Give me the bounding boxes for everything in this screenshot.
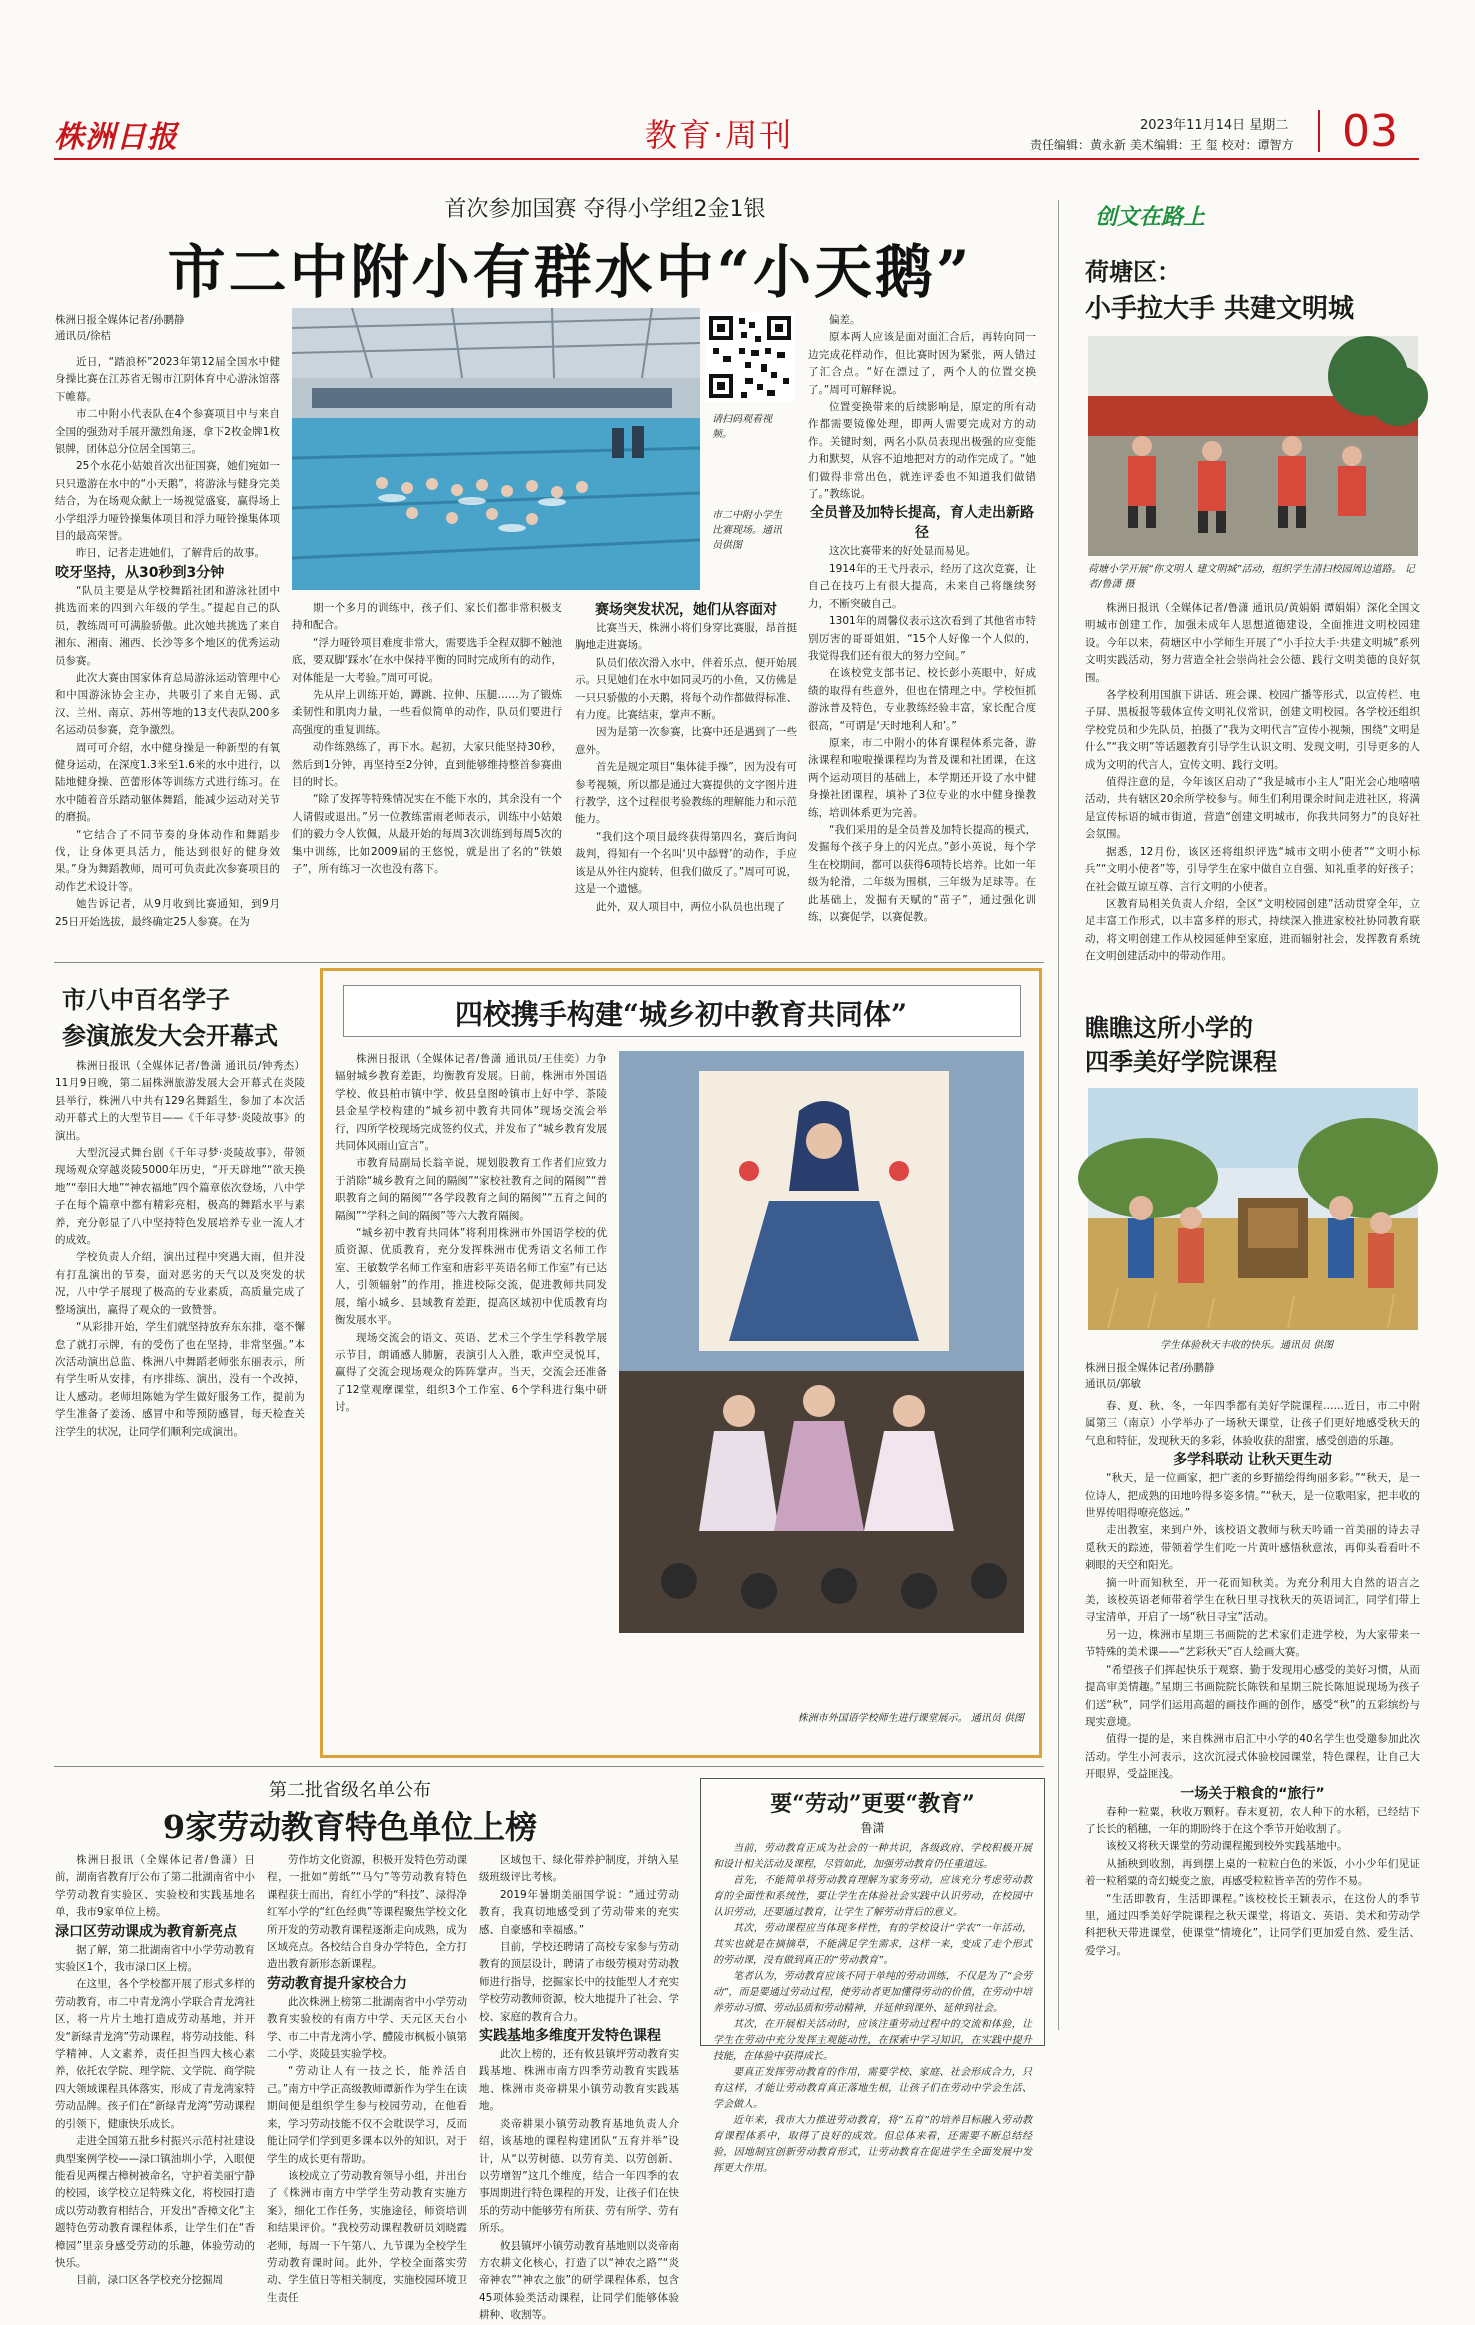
lead-headline: 市二中附小有群水中“小天鹅” — [167, 238, 973, 306]
classroom-photo-caption: 株洲市外国语学校师生进行课堂展示。 通讯员 供图 — [797, 1713, 1024, 1724]
left-mid-rule — [54, 962, 1044, 963]
right-mid-paragraph: 摘一叶而知秋至，开一花而知秋美。为充分利用大自然的语言之美，该校英语老师带着学生在秋日里寻找秋天的英语词汇，同学们带上寻宝清单，开启了一场“秋日寻宝”活动。 — [1085, 1576, 1420, 1624]
bottom-left-paragraph: 该校成立了劳动教育领导小组，并出台了《株洲市南方中学学生劳动教育实施方案》，细化工作任务，实施途径，师资培训和结果评价。“我校劳动课程教研员刘晓霞老师，每周一下午第八、九节课为全校学生劳动教育课时间。此外，学校全面落实劳动、学生值日等相关制度，实施校园环境卫生责任 — [267, 2169, 467, 2304]
lead-column-3 — [575, 600, 797, 956]
bottom-left-paragraph: 目前，渌口区各学校充分挖掘周 — [76, 2274, 223, 2287]
bottom-left-col-3 — [479, 1852, 679, 2322]
feature-paragraph: “城乡初中教育共同体”将利用株洲市外国语学校的优质资源、优质教育，充分发挥株洲市优秀语文名师工作室、王敏数学名师工作室和唐彩平英语名师工作室”有已达人，引领辐射”的作用，推进校际交流，促进教师共同发展，缩小城乡、县域教育差距，提高区域初中优质教育均衡发展水平。 — [335, 1227, 607, 1327]
commentary-paragraph: 笔者认为，劳动教育应该不同于单纯的劳动训练，不仅是为了“会劳动”，而是要通过劳动过程，使劳动者更加懂得劳动的价值，在劳动中培养劳动习惯、劳动品质和劳动精神，并延伸到课外、延伸到社会。 — [713, 1971, 1032, 2014]
feature-box — [320, 968, 1042, 1758]
bottom-left-paragraph: “劳动让人有一技之长，能养活自己。”南方中学正高级教师谭新作为学生在读期间便是组织学生参与校园劳动，在他看来，学习劳动技能不仅不会耽误学习，反而能让同学们学到更多课本以外的知识，对于学生的成长更有帮助。 — [267, 2065, 467, 2165]
lead-column-2 — [292, 600, 562, 956]
bottom-left-paragraph: 目前，学校还聘请了高校专家参与劳动教育的顶层设计，聘请了市级劳模对劳动教师进行指导，挖掘家长中的技能型人才充实学校劳动教师资源，校大地提升了社会、学校、家庭的教育合力。 — [479, 1941, 679, 2023]
bottom-left-subhead-1: 渌口区劳动课成为教育新亮点 — [55, 1923, 237, 1940]
left-mid-paragraph: “从彩排开始，学生们就坚持放弃东东排，毫不懈怠了就打示牌，有的受伤了也在坚持，非常坚强。”本次活动演出总监、株洲八中舞蹈老师张东丽表示，所有学生听从安排，有序排练、演出，没有一个改掉，让人感动。老师坦陈她为学生做好服务工作，提前为学生准备了姜汤、感冒中和等预防感冒，每天检查关注学生的状况，让同学们顺利完成演出。 — [55, 1321, 305, 1438]
lead-paragraph: 因为是第一次参赛，比赛中还是遇到了一些意外。 — [575, 726, 797, 756]
lead-kicker: 首次参加国赛 夺得小学组2金1银 — [444, 197, 766, 222]
left-mid-paragraph: 株洲日报讯（全媒体记者/鲁潇 通讯员/钟秀杰）11月9日晚，第二届株洲旅游发展大会开幕式在炎陵县举行，株洲八中共有129名舞蹈生，参加了本次活动开幕式上的大型节目——《千年寻梦·炎陵故事》的演出。 — [55, 1060, 305, 1142]
qr-caption: 请扫码观看视频。 — [712, 414, 772, 440]
lead-paragraph: “除了发挥等特殊情况实在不能下水的，其余没有一个人请假或退出。”另一位教练雷雨老师表示，训练中小姑娘们的毅力令人钦佩，从最开始的每周3次训练到每周5次的集中训练，比如2009届的王悠悦，就是出了名的“铁娘子”，所有练习一次也没有落下。 — [292, 793, 562, 876]
editors-line: 责任编辑：黄永新 美术编辑：王 玺 校对：谭智方 — [1030, 138, 1294, 152]
lead-paragraph: 队员们依次滑入水中，伴着乐点，便开始展示。只见她们在水中如同灵巧的小鱼，又仿佛是一只只骄傲的小天鹅，将每个动作都做得标准、有力度。比赛结束，掌声不断。 — [575, 656, 797, 722]
bottom-left-paragraph: 区域包干、绿化带养护制度，并纳入星级班级评比考核。 — [479, 1854, 679, 1884]
lead-paragraph: 1914年的王弋丹表示，经历了这次竞赛，让自己在技巧上有很大提高，未来自己将继续努力，不断突破自己。 — [808, 562, 1036, 610]
lead-column-4 — [808, 312, 1036, 956]
right-mid-title-2: 四季美好学院课程 — [1085, 1047, 1277, 1076]
harvest-photo-caption: 学生体验秋天丰收的快乐。通讯员 供图 — [1160, 1340, 1334, 1351]
right-mid-byline — [1085, 1360, 1415, 1392]
classroom-photo — [619, 1051, 1024, 1633]
right-mid-body — [1085, 1398, 1420, 2038]
lead-paragraph: “它结合了不同节奏的身体动作和舞蹈步伐，让身体更具活力，能达到很好的健身效果。”身为舞蹈教师，周可可负责此次参赛项目的动作艺术设计等。 — [55, 828, 280, 893]
masthead-rule — [54, 158, 1419, 160]
right-mid-subhead-2: 一场关于粮食的“旅行” — [1180, 1785, 1325, 1802]
lead-byline — [55, 312, 275, 344]
lead-subhead-1: 咬牙坚持，从30秒到3分钟 — [55, 564, 225, 581]
commentary-paragraph: 其次，劳动课程应当体现多样性，有的学校设计“学农”一年活动，其实也就是在摘摘草，不能满足学生需求，这样一来，变成了走个形式的劳动课，没有做到真正的“劳动教育”。 — [713, 1923, 1032, 1966]
right-mid-byline-text: 株洲日报全媒体记者/孙鹏静 通讯员/郭敏 — [1085, 1362, 1215, 1390]
commentary-title: 要“劳动”更要“教育” — [770, 1791, 975, 1817]
left-mid-title-2: 参演旅发大会开幕式 — [62, 1021, 278, 1050]
newspaper-logo: 株洲日报 — [54, 120, 178, 155]
date-line: 2023年11月14日 星期二 — [1140, 118, 1289, 133]
right-mid-paragraph: 值得一提的是，来自株洲市启汇中小学的40名学生也受邀参加此次活动。学生小河表示，这次沉浸式体验校园课堂，特色课程，让自己大开眼界，受益匪浅。 — [1085, 1733, 1420, 1781]
commentary-paragraph: 首先，不能简单将劳动教育理解为家务劳动，应该充分考虑劳动教育的全面性和系统性，要让学生在体验社会实践中认识劳动，在校园中认识劳动，还要通过教育，让学生了解劳动背后的意义。 — [713, 1875, 1032, 1918]
pool-photo-caption: 市二中附小学生比赛现场。通讯员供图 — [712, 510, 782, 551]
page-divider — [1318, 110, 1320, 152]
page-number: 03 — [1342, 106, 1398, 157]
lead-paragraph: 她告诉记者，从9月收到比赛通知，到9月25日开始选拔，最终确定25人参赛。在为 — [55, 898, 280, 928]
lead-paragraph: 原本两人应该是面对面汇合后，再转向同一边完成花样动作，但比赛时因为紧张，两人错过了汇合点。“好在漂过了，两个人的位置交换了。”周可可解释说。 — [808, 331, 1036, 396]
bottom-left-paragraph: 炎帝耕果小镇劳动教育基地负责人介绍，该基地的课程构建团队“五育并举”设计，从“以劳树德、以劳育美、以劳创新、以劳增智”这几个维度，结合一年四季的农事周期进行特色课程的开发，让孩子们在快乐的劳动中能够劳有所获、劳有所学、劳有所乐。 — [479, 2117, 679, 2235]
left-mid-paragraph: 大型沉浸式舞台剧《千年寻梦·炎陵故事》，带领现场观众穿越炎陵5000年历史，“开天辟地”“欲天换地”“奉旧大地”“神农福地”四个篇章依次登场，八中学子在每个篇章中都有精彩亮相，极高的舞蹈水平与素养，充分彰显了八中坚持特色发展培养专业一流人才的成效。 — [55, 1147, 305, 1247]
harvest-photo-drawing — [1088, 1088, 1418, 1330]
bottom-left-paragraph: 此次上榜的，还有攸县镇坪劳动教育实践基地、株洲市南方四季劳动教育实践基地、株洲市炎帝耕果小镇劳动教育实践基地。 — [479, 2048, 679, 2113]
lead-paragraph: 位置变换带来的后续影响是，原定的所有动作都需要镜像处理，即两人需要完成对方的动作。关键时刻，两名小队员表现出极强的应变能力和默契，从容不迫地把对方的动作完成了。“她们做得非常出色，就连评委也不知道我们做错了。”教练说。 — [808, 401, 1036, 501]
lead-paragraph: “浮力哑铃项目难度非常大，需要选手全程双脚不触池底，要双脚‘踩水’在水中保持平衡的同时完成所有的动作，对体能是一大考验。”周可可说。 — [292, 636, 562, 684]
commentary-author: 鲁潇 — [860, 1821, 885, 1835]
right-top-paragraph: 值得注意的是，今年该区启动了“我是城市小主人”阳光会心地嘻嘻活动，共有辖区20余所学校参与。师生们利用课余时间走进社区，将满是宣传标语的城市街道，营造“创建文明城市，你我共同努力”的良好社会氛围。 — [1085, 776, 1420, 841]
right-mid-paragraph: 另一边，株洲市星期三书画院的艺术家们走进学校，为大家带来一节特殊的美术课——“艺彩秋天”百人绘画大赛。 — [1085, 1628, 1420, 1659]
feature-paragraph: 市教育局副局长翁辛说，规划股教育工作者们应致力于消除“城乡教育之间的隔阂”“家校社教育之间的隔阂”“普职教育之间的隔阂”“各学段教育之间的隔阂”“五育之间的隔阂”“学科之间的隔阂”等六大教育隔阂。 — [335, 1157, 607, 1222]
lead-paragraph: “我们采用的是全员普及加特长提高的模式，发掘每个孩子身上的闪光点。”彭小英说，每个学生在校期间，都可以获得6项特长培养。比如一年级为轮滑，二年级为围棋，三年级为足球等。在此基础上，发掘有天赋的“苗子”，通过强化训练，以赛促学，以赛促教。 — [808, 823, 1036, 923]
bottom-left-paragraph: 在这里，各个学校都开展了形式多样的劳动教育，市二中青龙湾小学联合青龙湾社区，将一片片土地打造成劳动基地，并开发“新绿青龙湾”劳动课程，将劳动技能、科学精神、人文素养，责任担当四大核心素养，依托农学院、理学院、文学院、商学院四大领域课程具体落实，形成了青龙湾家特劳动品牌。孩子们在“新绿青龙湾”劳动课程的引领下，健康快乐成长。 — [55, 1978, 255, 2130]
lead-paragraph: “队员主要是从学校舞蹈社团和游泳社团中挑选而来的四到六年级的学生。”提起自己的队员，教练周可可满脸骄傲。此次她共挑选了来自湘东、湘南、湘西、长沙等多个地区的优秀运动员参赛。 — [55, 584, 280, 667]
cleanup-photo-drawing — [1088, 336, 1418, 556]
lead-subhead-2: 赛场突发状况，她们从容面对 — [595, 602, 777, 618]
right-mid-paragraph: “希望孩子们挥起快乐于观察、勤于发现用心感受的美好习惯，从而提高审美情趣。”星期三书画院院长陈铁和星期三院长陈旭说现场为孩子们送“秋”，同学们运用高超的画技作画的创作，感受“秋”的五彩缤纷与现实意境。 — [1085, 1663, 1420, 1728]
lead-paragraph: 原来，市二中附小的体育课程体系完备，游泳课程和啦啦操课程均为普及课和社团课，在这两个运动项目的基础上，本学期还开设了水中健身操社团课程，填补了3位专业的水中健身操教练，培训体系更为完善。 — [808, 736, 1036, 819]
cleanup-photo — [1088, 336, 1418, 556]
bottom-left-subhead-2: 劳动教育提升家校合力 — [267, 1975, 407, 1992]
right-top-body — [1085, 600, 1420, 980]
lead-paragraph: 1301年的周馨仪表示这次看到了其他省市特别厉害的哥哥姐姐，“15个人好像一个人似的，我觉得我们还有很大的努力空间。” — [808, 615, 1036, 662]
left-mid-paragraph: 学校负责人介绍，演出过程中突遇大雨，但并没有打乱演出的节奏，面对恶劣的天气以及突发的状况，八中学子展现了极高的专业素质，高质量完成了整场演出，赢得了观众的一致赞誉。 — [55, 1251, 305, 1316]
right-mid-paragraph: “秋天，是一位画家，把广袤的乡野描绘得绚丽多彩。”“秋天，是一位诗人，把成熟的田地吟得多姿多情。”“秋天，是一位歌唱家，把丰收的世界传唱得嘹亮悠远。” — [1085, 1472, 1420, 1520]
right-mid-paragraph: 走出教室，来到户外，该校语文教师与秋天吟诵一首美丽的诗去寻觅秋天的踪迹，带领着学生们吃一片黄叶感悟秋意浓，再仰头看看叶不刺眼的天空和阳光。 — [1085, 1524, 1420, 1572]
right-top-title-1: 荷塘区： — [1085, 257, 1181, 286]
bottom-left-paragraph: 攸县镇坪小镇劳动教育基地则以炎帝南方农耕文化核心，打造了以“神农之路”“炎帝神农”“神农之旅”的研学课程体系，包含45项体验类活动课程，让同学们能够体验耕种、收割等。 — [479, 2239, 679, 2322]
lead-paragraph: 此次大赛由国家体育总局游泳运动管理中心和中国游泳协会主办，共吸引了来自无锡、武汉、兰州、南京、苏州等地的13支代表队200多名运动员参赛，竞争激烈。 — [55, 671, 280, 737]
bottom-left-paragraph: 株洲日报讯（全媒体记者/鲁潇）日前，湖南省教育厅公布了第二批湖南省中小学劳动教育实验区、实验校和实践基地名单，我市9家单位上榜。 — [55, 1854, 255, 1919]
lead-paragraph: 这次比赛带来的好处显而易见。 — [829, 545, 976, 558]
pool-photo-drawing — [292, 308, 700, 590]
lead-paragraph: 昨日，记者走进她们，了解背后的故事。 — [76, 547, 265, 560]
right-mid-subhead-1: 多学科联动 让秋天更生动 — [1173, 1452, 1332, 1469]
bottom-left-paragraph: 劳作坊文化资源，积极开发特色劳动课程，一批如“剪纸”“马勺”等劳动教育特色课程获士而出，育红小学的“科技”、渌得净红军小学的“红色经典”等课程聚焦学校文化所开发的劳动教育课程逐渐走向成熟，成为区域亮点。各校结合自身办学特色，全方打造出教育新形态新课程。 — [267, 1854, 467, 1971]
pool-photo — [292, 308, 700, 590]
bottom-left-paragraph: 此次株洲上榜第二批湖南省中小学劳动教育实验校的有南方中学、天元区天台小学、市二中青龙湾小学、醴陵市枫板小镇第二小学、炎陵县实验学校。 — [267, 1995, 467, 2061]
lead-paragraph: 此外，双人项目中，两位小队员也出现了 — [596, 900, 785, 913]
feature-body — [335, 1051, 607, 1741]
lead-paragraph: “我们这个项目最终获得第四名，赛后询问裁判，得知有一个名叫‘贝中舔臂’的动作，手应该是从外往内旋转，但我们做反了。”周可可说，这是一个遗憾。 — [575, 830, 797, 896]
right-mid-paragraph: “生活即教育，生活即课程。”该校校长王颖表示，在这份人的季节里，通过四季美好学院课程之秋天课堂，将语文、英语、美术和劳动学科把秋天带进课堂，使课堂“情境化”，让同学们更加爱自然、爱生活、爱学习。 — [1085, 1892, 1420, 1957]
harvest-photo — [1088, 1088, 1418, 1330]
bottom-left-col-1 — [55, 1852, 255, 2287]
left-mid-body — [55, 1058, 305, 1758]
lead-paragraph: 在该校党支部书记、校长彭小英眼中，好成绩的取得有些意外，但也在情理之中。学校恒抓游泳普及特色，专业教练经验丰富，家长配合度很高，“可谓是‘天时地利人和’。” — [808, 667, 1036, 732]
commentary-body — [713, 1841, 1032, 2174]
bottom-rule — [54, 1766, 1044, 1767]
lead-paragraph: 首先是规定项目“集体徒手操”，因为没有可参考视频，所以都是通过大赛提供的文字图片进行教学，这个过程很考验教练的理解能力和示范能力。 — [575, 761, 797, 826]
column-logo-text: 创文在路上 — [1095, 205, 1206, 230]
commentary-paragraph: 其次，在开展相关活动时，应该注重劳动过程中的交流和体验，让学生在劳动中充分发挥主观能动性，在探索中学习知识，在实践中提升技能，在体验中获得成长。 — [713, 2019, 1032, 2062]
lead-paragraph: 25个水花小姑娘首次出征国赛，她们宛如一只只遨游在水中的“小天鹅”，将游泳与健身完美结合，为在场观众献上一场视觉盛宴，赢得场上小学组浮力哑铃操集体项目和浮力哑铃操集体项目的最高荣誉。 — [55, 460, 280, 543]
qr-code — [705, 312, 795, 402]
right-mid-paragraph: 该校又将秋天课堂的劳动课程搬到校外实践基地中。 — [1106, 1840, 1348, 1853]
lead-paragraph: 动作练熟练了，再下水。起初，大家只能坚持30秒，然后到1分钟，再坚持至2分钟，直到能够维持整首参赛曲目的时长。 — [292, 741, 562, 789]
right-top-paragraph: 株洲日报讯（全媒体记者/鲁潇 通讯员/黄娟娟 谭娟娟）深化全国文明城市创建工作，加强未成年人思想道德建设，全面推进文明校园建设。今年以来，荷塘区中小学师生开展了“小手拉大手·共建文明城”系列文明实践活动，努力营造全社会崇尚社会公德、践行文明美德的良好氛围。 — [1085, 602, 1420, 684]
classroom-photo-drawing — [619, 1051, 1024, 1633]
lead-subhead-3: 全员普及加特长提高，育人走出新路径 — [810, 505, 1034, 542]
right-mid-paragraph: 春种一粒粟，秋收万颗籽。春末夏初，农人种下的水稻，已经结下了长长的稻穗，一年的期盼终于在这个季节开始收割了。 — [1085, 1805, 1420, 1835]
lead-paragraph: 偏差。 — [829, 314, 861, 326]
right-column-rule — [1058, 200, 1059, 2030]
lead-paragraph: 比赛当天，株洲小将们身穿比赛服，昂首挺胸地走进赛场。 — [575, 622, 797, 652]
lead-paragraph: 近日，“踏浪杯”2023年第12届全国水中健身操比赛在江苏省无锡市江阴体育中心游泳馆落下帷幕。 — [55, 356, 280, 403]
cleanup-photo-caption: 荷塘小学开展“你文明人 建文明城”活动，组织学生清扫校园周边道路。 记者/鲁潇 摄 — [1088, 564, 1415, 590]
right-top-paragraph: 区教育局相关负责人介绍，全区“文明校园创建”活动贯穿全年，立足丰富工作形式，以丰富多样的形式，持续深入推进家校社协同教育联动，将文明创建工作从校园延伸至家庭，进而辐射社会，发挥教育系统在文明创建活动中的带动作用。 — [1085, 897, 1420, 963]
feature-title: 四校携手构建“城乡初中教育共同体” — [454, 998, 908, 1031]
section-title: 教育·周刊 — [645, 116, 794, 154]
bottom-left-kicker: 第二批省级名单公布 — [269, 1780, 431, 1801]
commentary-box — [700, 1778, 1045, 2174]
bottom-left-subhead-3: 实践基地多维度开发特色课程 — [479, 2028, 661, 2045]
qr-code-icon — [705, 312, 795, 402]
feature-paragraph: 现场交流会的语文、英语、艺术三个学生学科教学展示节目，朗诵感人肺腑，表演引人入胜，歌声空灵悦耳，赢得了交流会现场观众的阵阵掌声。当天，交流会还准备了12堂观摩课堂，组织3个工作室、6个学科进行集中研讨。 — [335, 1331, 607, 1414]
lead-paragraph: 先从岸上训练开始，蹲跳、拉伸、压腿……为了锻炼柔韧性和肌肉力量，一些看似简单的动作，队员们要进行高强度的重复训练。 — [292, 689, 562, 736]
right-mid-title-1: 瞧瞧这所小学的 — [1085, 1013, 1253, 1042]
right-top-paragraph: 各学校利用国旗下讲话、班会课、校园广播等形式，以宣传栏、电子屏、黑板报等载体宣传文明礼仪常识，创建文明校园。各学校还组织学校党员和少先队员，拍摄了“我为文明代言”宣传小视频，围绕“文明是什么”“我文明”等话题教育引导学生认识文明、发现文明，引导更多的人成为文明的代言人，宣传文明、践行文明。 — [1085, 689, 1420, 771]
right-top-title-2: 小手拉大手 共建文明城 — [1085, 294, 1355, 324]
commentary-paragraph: 当前，劳动教育正成为社会的一种共识，各级政府、学校积极开展和设计相关活动及课程，尽管如此，加强劳动教育仍任重道远。 — [713, 1843, 1032, 1870]
bottom-left-title: 9家劳动教育特色单位上榜 — [162, 1808, 538, 1846]
bottom-left-col-2 — [267, 1852, 467, 2304]
lead-byline-text: 株洲日报全媒体记者/孙鹏静 通讯员/徐桔 — [55, 314, 185, 342]
column-logo — [1095, 200, 1205, 231]
right-top-paragraph: 据悉，12月份，该区还将组织评选“城市文明小使者”“文明小标兵”“文明小使者”等，引导学生在家中做自立自强、知礼重孝的好孩子；在社会做互谅互尊、言行文明的小使者。 — [1085, 845, 1420, 893]
right-mid-paragraph: 春、夏、秋、冬，一年四季都有美好学院课程……近日，市二中附属第三（南京）小学举办了一场秋天课堂，让孩子们更好地感受秋天的气息和特征，发现秋天的多彩，体验收获的甜蜜，感受创造的乐趣。 — [1085, 1400, 1420, 1447]
lead-paragraph: 市二中附小代表队在4个参赛项目中与来自全国的强劲对手展开激烈角逐，拿下2枚金牌1枚银牌，团体总分位居全国第三。 — [55, 408, 280, 456]
lead-paragraph: 周可可介绍，水中健身操是一种新型的有氧健身运动，在深度1.3米至1.6米的水中进行，以陆地健身操、芭蕾形体等训练方式进行练习。在水中随着音乐踏动躯体舞蹈，能减少运动对关节的磨损。 — [55, 741, 280, 824]
commentary-paragraph: 要真正发挥劳动教育的作用，需要学校、家庭、社会形成合力，只有这样，才能让劳动教育真正落地生根，让孩子们在劳动中学会生活、学会做人。 — [713, 2067, 1032, 2110]
commentary-paragraph: 近年来，我市大力推进劳动教育，将“五育”的培养目标融入劳动教育课程体系中，取得了良好的成效。但总体来看，还需要不断总结经验，因地制宜创新劳动教育形式，让劳动教育在促进学生全面发展中发挥更大作用。 — [713, 2115, 1032, 2174]
lead-paragraph: 期一个多月的训练中，孩子们、家长们都非常积极支持和配合。 — [292, 602, 562, 632]
bottom-left-paragraph: 2019年暑期美丽国学说：“通过劳动教育，我真切地感受到了劳动带来的充实感、自豪感和幸福感。” — [479, 1888, 679, 1936]
feature-paragraph: 株洲日报讯（全媒体记者/鲁潇 通讯员/王佳奕）力争辐射城乡教育差距，均衡教育发展。日前，株洲市外国语学校、攸县柏市镇中学、攸县皇图岭镇市上好中学、茶陵县金星学校构建的“城乡初中教育共同体”现场交流会举行，四所学校现场完成签约仪式，并发布了“城乡教育发展共同体风雨山宣言”。 — [335, 1053, 607, 1153]
lead-column-1 — [55, 354, 280, 956]
left-mid-title-1: 市八中百名学子 — [62, 985, 230, 1014]
right-mid-paragraph: 从插秧到收割，再到摆上桌的一粒粒白色的米饭，小小少年们见证着一粒稻粟的奇幻蜕变之旅，再感受粒粒皆辛苦的劳作不易。 — [1085, 1857, 1420, 1888]
masthead — [0, 0, 1475, 160]
bottom-left-paragraph: 走进全国第五批乡村振兴示范村社建设典型案例学校——渌口镇油圳小学，入眼便能看见两棵古樟树被命名，守护着美丽宁静的校园，该学校立足特殊文化，将校园打造成以劳动教育相结合，开发出“香樟文化”主题特色劳动教育课程体系，让学生们在“香樟园”里亲身感受劳动的乐趣，体验劳动的快乐。 — [55, 2135, 255, 2269]
bottom-left-paragraph: 据了解，第二批湖南省中小学劳动教育实验区1个，我市渌口区上榜。 — [55, 1943, 255, 1974]
